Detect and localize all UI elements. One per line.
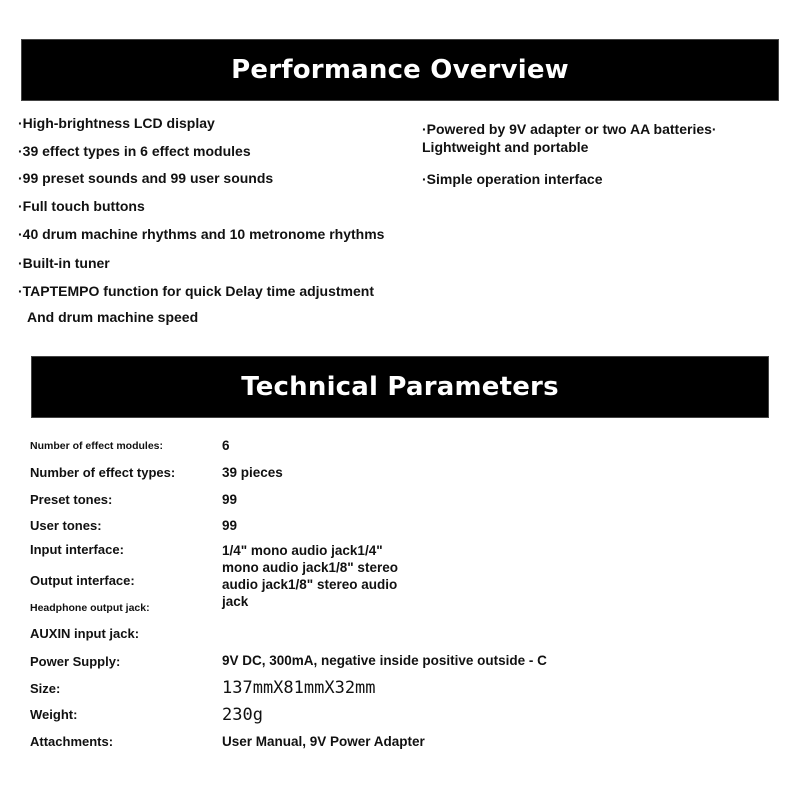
feature-item: ·High-brightness LCD display <box>18 115 215 131</box>
feature-item: ·39 effect types in 6 effect modules <box>18 143 251 159</box>
param-label: Number of effect modules: <box>30 440 164 452</box>
feature-item-continuation: And drum machine speed <box>27 309 199 325</box>
param-label: Power Supply: <box>30 654 121 669</box>
param-label: Headphone output jack: <box>30 602 150 614</box>
param-label: Input interface: <box>30 542 124 557</box>
param-label: Output interface: <box>30 573 135 588</box>
technical-parameters-heading: Technical Parameters <box>32 357 768 417</box>
param-value-jacks: 1/4" mono audio jack1/4" mono audio jack1/8" stereo audio jack1/8" stereo audio jack <box>222 543 398 609</box>
param-label: Number of effect types: <box>30 465 176 480</box>
feature-item: ·Full touch buttons <box>18 198 145 214</box>
feature-item: ·Simple operation interface <box>422 171 603 187</box>
param-value: 99 <box>222 518 238 533</box>
param-label: User tones: <box>30 518 102 533</box>
param-label: AUXIN input jack: <box>30 626 140 641</box>
param-label: Size: <box>30 681 61 696</box>
param-label: Weight: <box>30 707 78 722</box>
param-value: 99 <box>222 492 238 507</box>
feature-item: ·40 drum machine rhythms and 10 metronome rhythms <box>18 226 385 242</box>
param-value: 230g <box>222 705 263 725</box>
param-value: 39 pieces <box>222 465 283 480</box>
param-label: Attachments: <box>30 734 114 749</box>
param-value: User Manual, 9V Power Adapter <box>222 734 425 749</box>
feature-item: ·Powered by 9V adapter or two AA batteries· Lightweight and portable <box>422 121 717 155</box>
performance-overview-heading: Performance Overview <box>22 40 778 100</box>
param-value: 9V DC, 300mA, negative inside positive outside - C <box>222 653 547 668</box>
param-value: 137mmX81mmX32mm <box>222 678 376 698</box>
param-label: Preset tones: <box>30 492 113 507</box>
feature-item: ·Built-in tuner <box>18 255 110 271</box>
param-value: 6 <box>222 438 230 453</box>
feature-item: ·99 preset sounds and 99 user sounds <box>18 170 274 186</box>
feature-item: ·TAPTEMPO function for quick Delay time adjustment <box>18 283 374 299</box>
